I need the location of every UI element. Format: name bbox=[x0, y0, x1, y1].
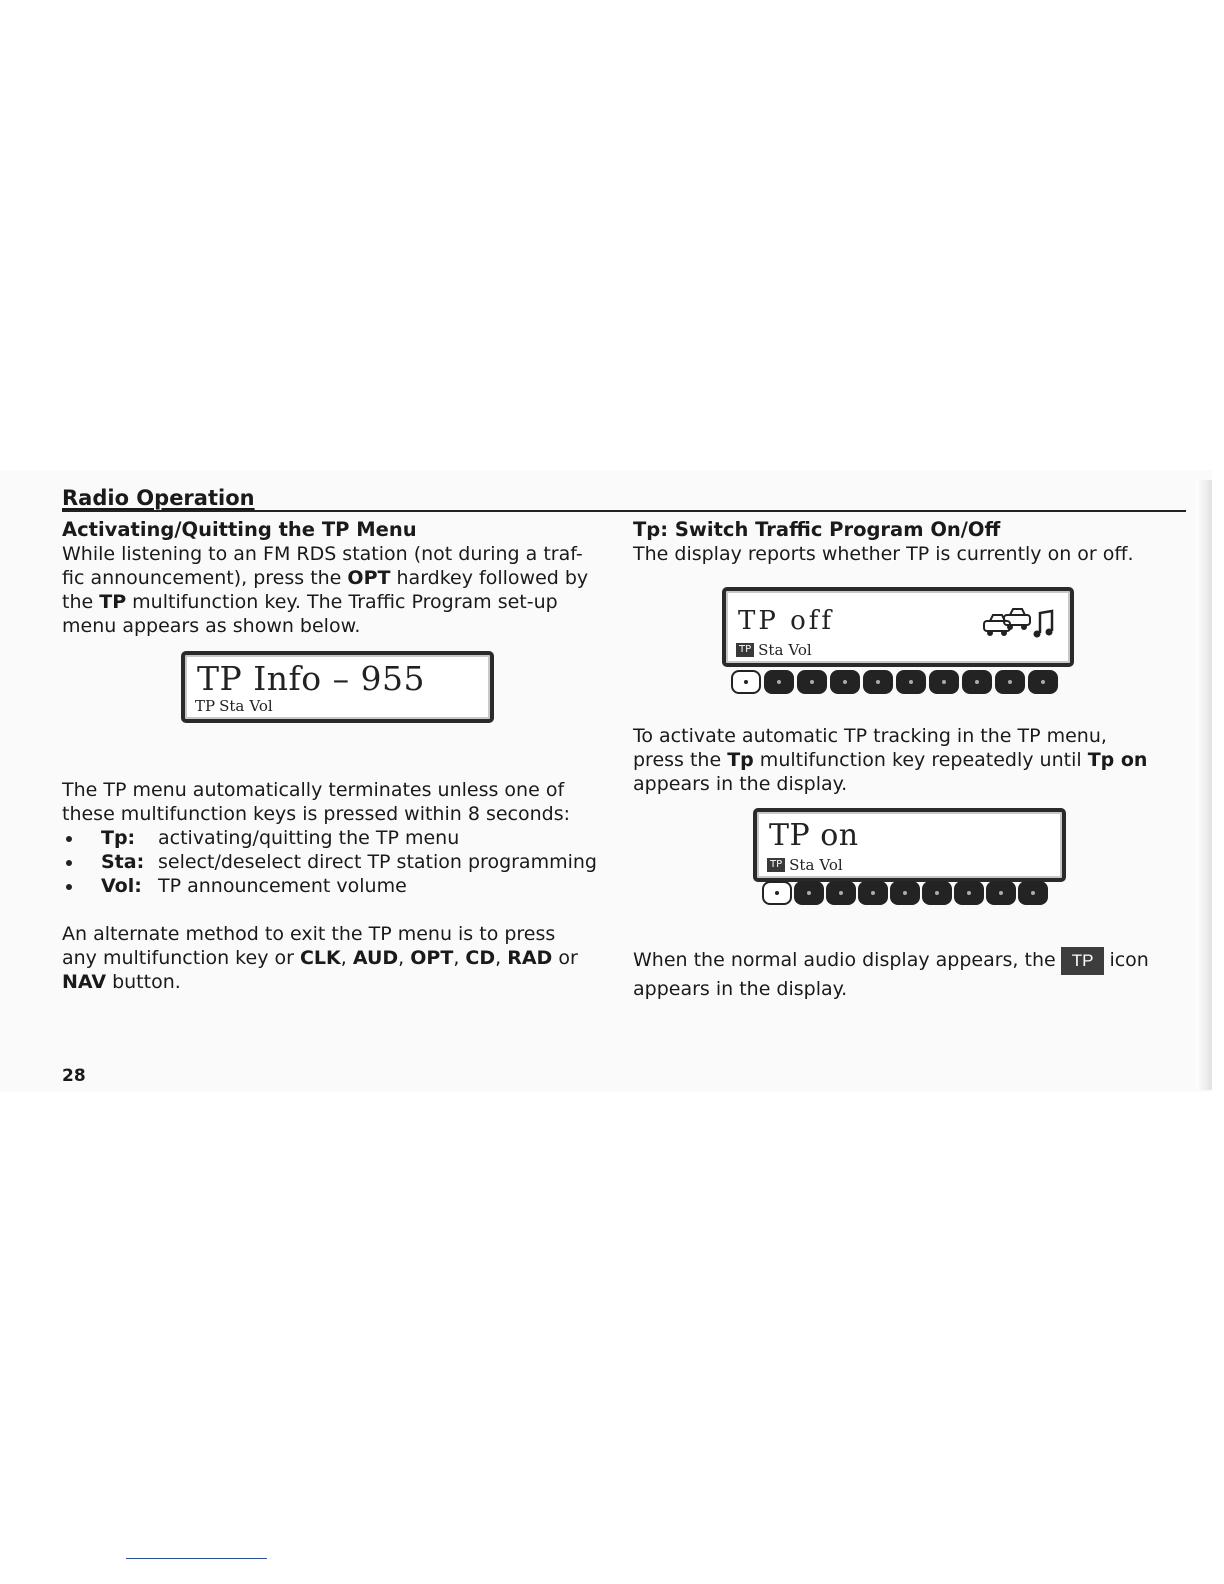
softkey-vol-label: Vol bbox=[249, 697, 273, 715]
text: appears in the display. bbox=[633, 978, 848, 1000]
multifunction-key[interactable] bbox=[954, 881, 984, 905]
multifunction-key[interactable] bbox=[731, 670, 761, 694]
multifunction-key[interactable] bbox=[794, 881, 824, 905]
right-intro: The display reports whether TP is currently on or off. bbox=[633, 543, 1134, 565]
text: any multifunction key or bbox=[62, 947, 300, 969]
text: , bbox=[398, 947, 411, 969]
text: these multifunction keys is pressed within 8 seconds: bbox=[62, 803, 571, 825]
text: When the normal audio display appears, the bbox=[633, 949, 1056, 971]
key-name: Tp: bbox=[101, 827, 136, 849]
normal-display-paragraph bbox=[633, 946, 1193, 1004]
softkey-sta-label: Sta bbox=[219, 697, 245, 715]
terminate-paragraph bbox=[62, 778, 622, 826]
softkey-sta-label: Sta bbox=[789, 856, 815, 874]
softkey-tp-label: TP bbox=[767, 858, 785, 872]
alt-paragraph bbox=[62, 922, 622, 994]
display-softkey-labels bbox=[767, 856, 848, 874]
text: An alternate method to exit the TP menu is to press bbox=[62, 923, 556, 945]
text: , bbox=[453, 947, 466, 969]
activate-paragraph bbox=[633, 724, 1193, 796]
aud-keyword: AUD bbox=[352, 947, 399, 969]
softkey-tp-label: TP bbox=[736, 643, 754, 657]
key-desc: activating/quitting the TP menu bbox=[158, 827, 460, 849]
softkey-sta-label: Sta bbox=[758, 641, 784, 659]
display-main-text: TP on bbox=[769, 818, 859, 853]
traffic-cars-music-icon bbox=[980, 605, 1060, 645]
text: or bbox=[552, 947, 578, 969]
rad-keyword: RAD bbox=[507, 947, 553, 969]
text: the bbox=[62, 591, 100, 613]
key-desc: TP announcement volume bbox=[158, 875, 407, 897]
tp-info-display bbox=[181, 651, 494, 723]
text: button. bbox=[106, 971, 181, 993]
section-title: Radio Operation bbox=[62, 486, 255, 510]
tp-on-display bbox=[753, 808, 1066, 882]
list-item bbox=[62, 850, 622, 874]
key-name: Vol: bbox=[101, 875, 142, 897]
left-column bbox=[62, 518, 622, 994]
text: , bbox=[495, 947, 508, 969]
left-heading: Activating/Quitting the TP Menu bbox=[62, 518, 417, 541]
opt-keyword: OPT bbox=[410, 947, 454, 969]
softkey-vol-label: Vol bbox=[788, 641, 812, 659]
multifunction-key-row bbox=[731, 670, 1058, 694]
nav-keyword: NAV bbox=[62, 971, 107, 993]
text: multifunction key. The Traffic Program set-up bbox=[126, 591, 558, 613]
text: , bbox=[340, 947, 353, 969]
tp-on-keyword: Tp on bbox=[1087, 749, 1148, 771]
text: menu appears as shown below. bbox=[62, 615, 361, 637]
spacer bbox=[62, 898, 622, 922]
multifunction-key[interactable] bbox=[826, 881, 856, 905]
text: icon bbox=[1109, 949, 1149, 971]
multifunction-key[interactable] bbox=[764, 670, 794, 694]
display-softkey-labels bbox=[195, 697, 278, 715]
multifunction-key[interactable] bbox=[922, 881, 952, 905]
text: The TP menu automatically terminates unless one of bbox=[62, 779, 565, 801]
text: To activate automatic TP tracking in the TP menu, bbox=[633, 725, 1107, 747]
left-intro-paragraph bbox=[62, 542, 622, 638]
multifunction-key[interactable] bbox=[986, 881, 1016, 905]
multifunction-key-row bbox=[762, 881, 1048, 905]
text: hardkey followed by bbox=[390, 567, 589, 589]
key-desc: select/deselect direct TP station programming bbox=[158, 851, 597, 873]
multifunction-key[interactable] bbox=[929, 670, 959, 694]
display-main-text: TP off bbox=[738, 606, 834, 636]
softkey-tp-label: TP bbox=[195, 697, 216, 715]
text: multifunction key repeatedly until bbox=[753, 749, 1088, 771]
section-rule bbox=[62, 510, 1186, 512]
multifunction-key[interactable] bbox=[797, 670, 827, 694]
tp-keyword: Tp bbox=[727, 749, 754, 771]
multifunction-key[interactable] bbox=[995, 670, 1025, 694]
multifunction-key[interactable] bbox=[1018, 881, 1048, 905]
opt-keyword: OPT bbox=[347, 567, 391, 589]
clk-keyword: CLK bbox=[299, 947, 341, 969]
page-edge-shadow bbox=[1196, 480, 1212, 1090]
list-item bbox=[62, 826, 622, 850]
cd-keyword: CD bbox=[465, 947, 496, 969]
multifunction-key[interactable] bbox=[762, 881, 792, 905]
text: While listening to an FM RDS station (not during a traf- bbox=[62, 543, 583, 565]
right-heading: Tp: Switch Traffic Program On/Off bbox=[633, 518, 1001, 541]
multifunction-key[interactable] bbox=[890, 881, 920, 905]
display-softkey-labels bbox=[736, 641, 817, 659]
multifunction-key[interactable] bbox=[962, 670, 992, 694]
tp-icon: TP bbox=[1061, 947, 1105, 975]
footnote-rule bbox=[126, 1558, 267, 1559]
key-name: Sta: bbox=[101, 851, 145, 873]
text: appears in the display. bbox=[633, 773, 848, 795]
multifunction-key[interactable] bbox=[896, 670, 926, 694]
page-number: 28 bbox=[62, 1066, 86, 1086]
text: press the bbox=[633, 749, 728, 771]
list-item bbox=[62, 874, 622, 898]
multifunction-key[interactable] bbox=[863, 670, 893, 694]
tp-keyword: TP bbox=[99, 591, 127, 613]
tp-off-display bbox=[722, 587, 1074, 667]
multifunction-key[interactable] bbox=[1028, 670, 1058, 694]
multifunction-key[interactable] bbox=[830, 670, 860, 694]
softkey-vol-label: Vol bbox=[819, 856, 843, 874]
text: fic announcement), press the bbox=[62, 567, 348, 589]
multifunction-key[interactable] bbox=[858, 881, 888, 905]
key-list bbox=[62, 826, 622, 898]
display-main-text: TP Info – 955 bbox=[197, 659, 426, 698]
